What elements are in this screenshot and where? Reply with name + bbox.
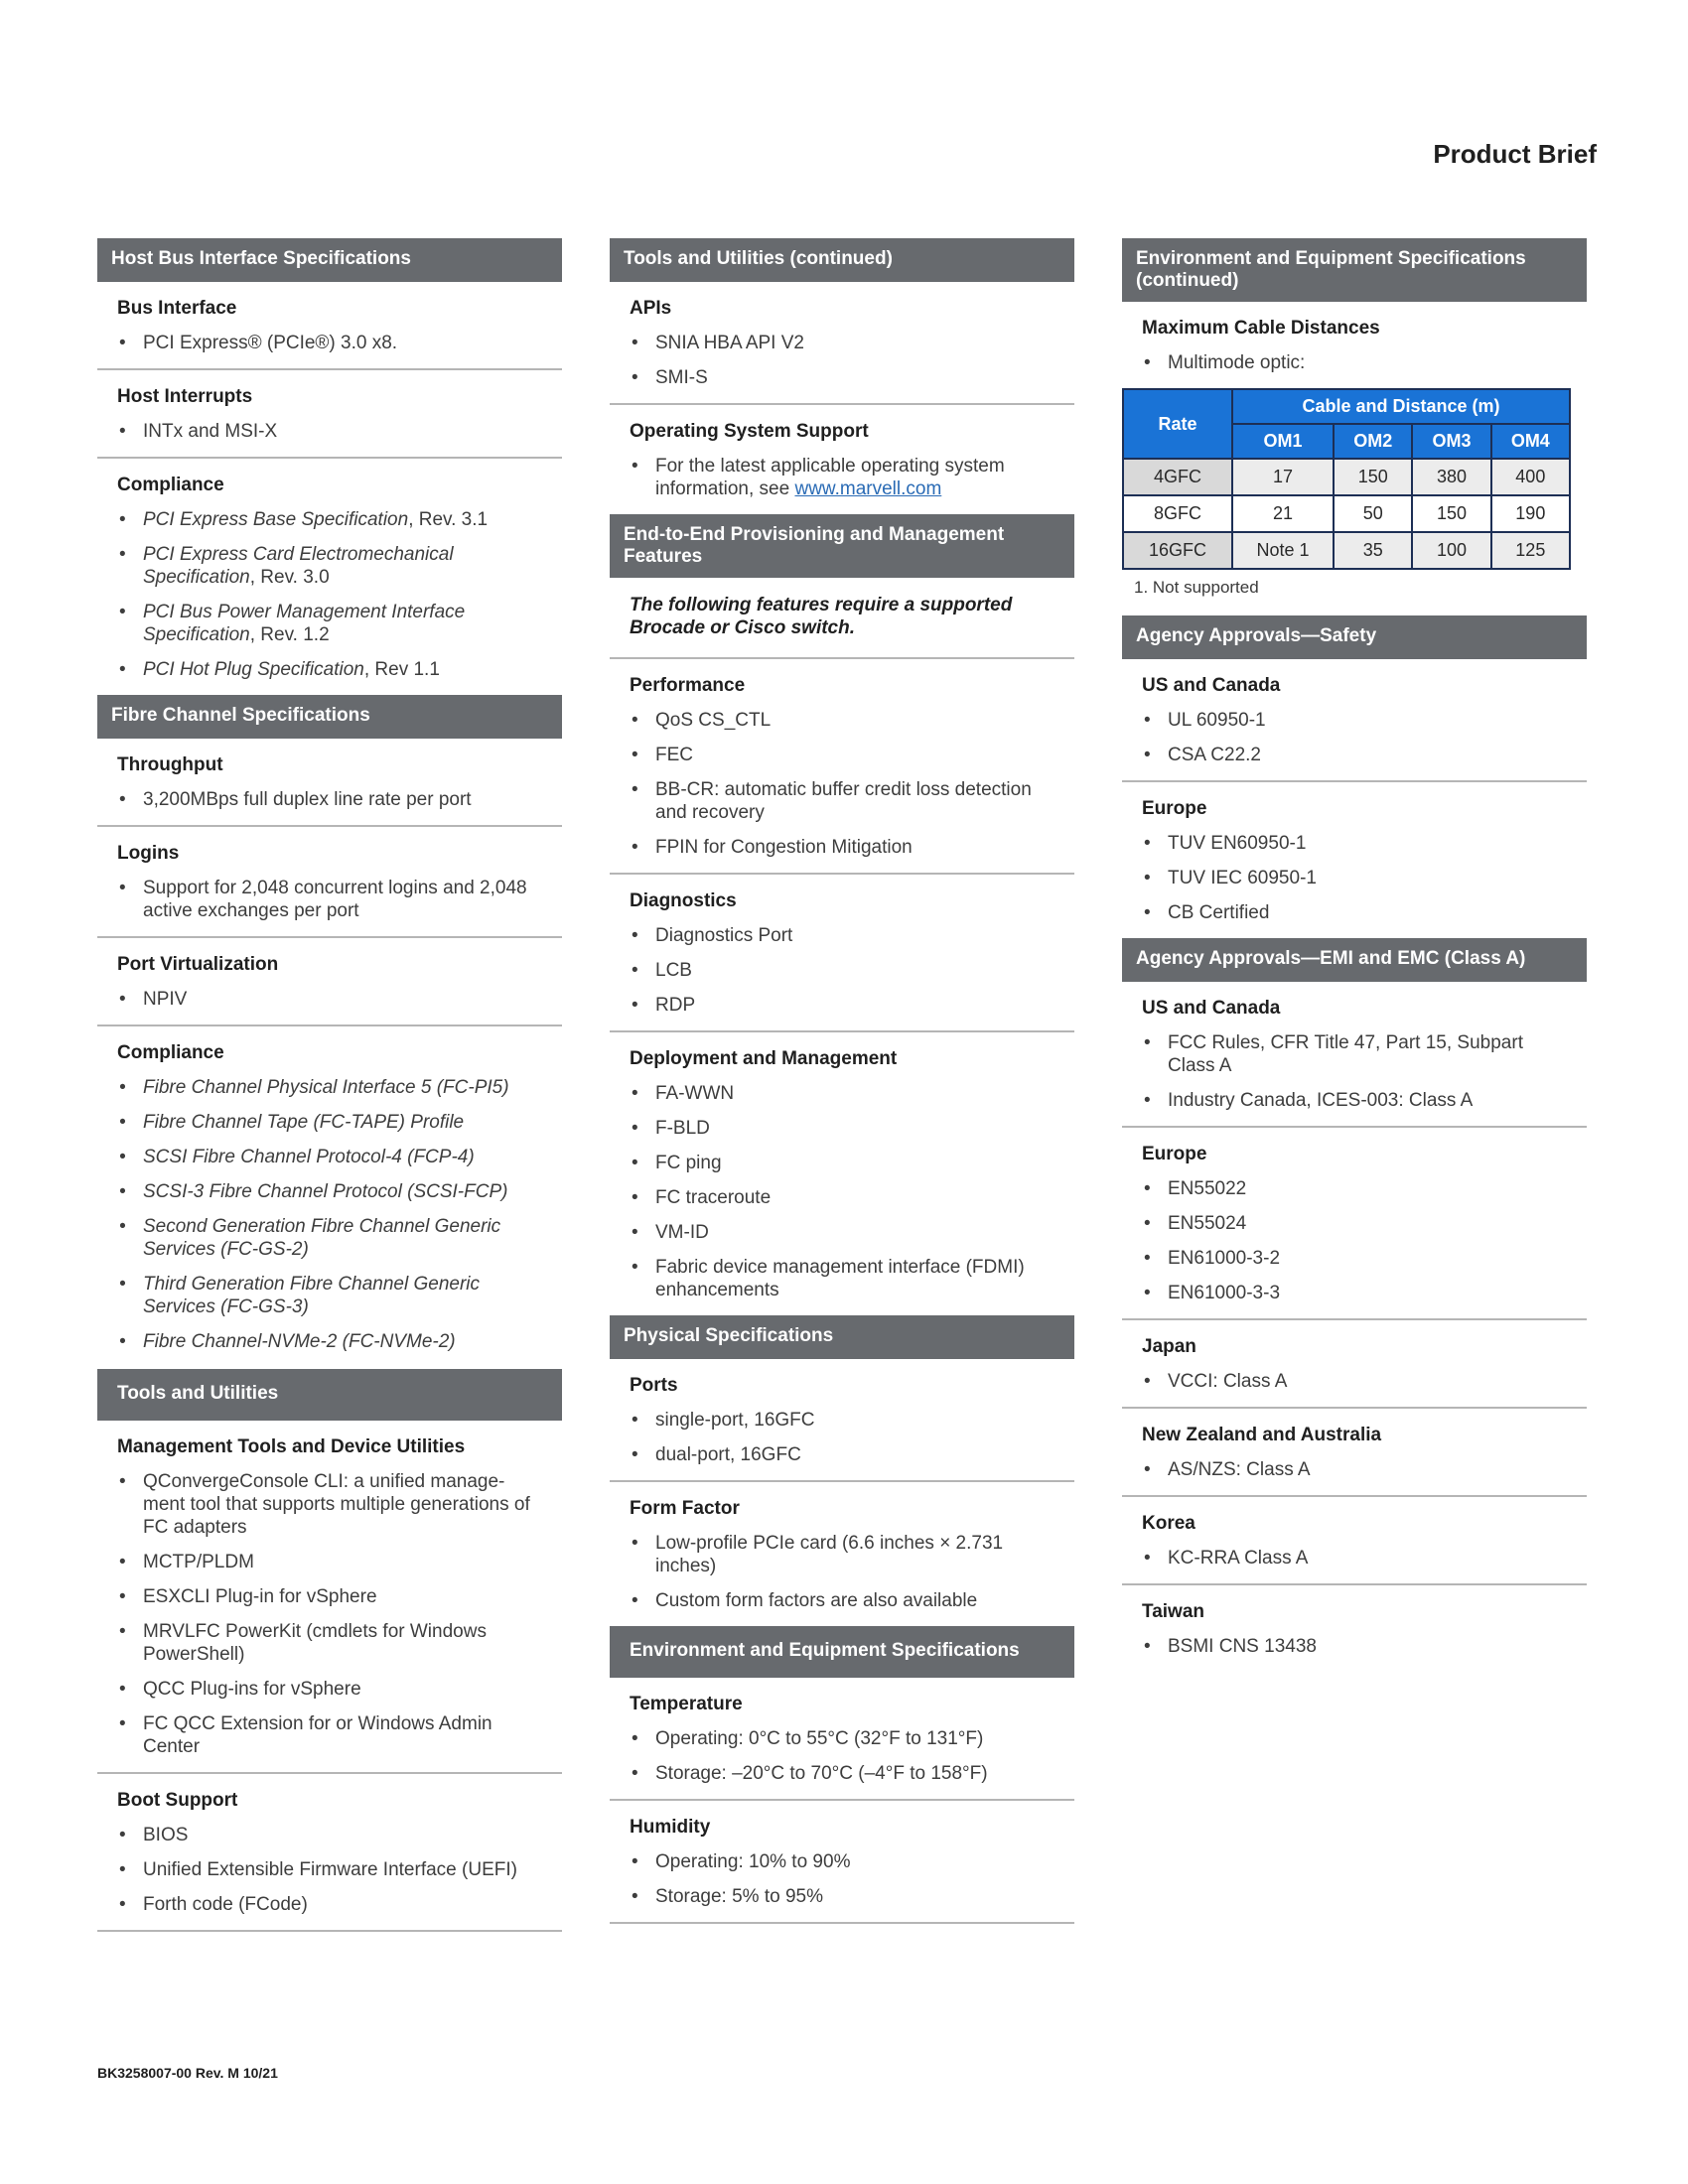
bullet-list (1142, 1177, 1567, 1304)
bullet-list (117, 332, 542, 354)
list-item: • Unified Extensible Firmware Interface (UEFI) (117, 1858, 542, 1881)
list-item: • Support for 2,048 concurrent logins and 2,048 active exchanges per port (117, 877, 542, 922)
list-item (117, 543, 542, 589)
list-item: • FC traceroute (630, 1186, 1055, 1209)
list-item (630, 455, 1055, 500)
subsection-emi-nz-australia (1122, 1409, 1587, 1497)
list-item: • FEC (630, 744, 1055, 766)
subsection-os-support (610, 405, 1074, 514)
subsection-deployment (610, 1032, 1074, 1315)
table-cell: 100 (1412, 532, 1490, 569)
table-row (1123, 532, 1570, 569)
bullet-list (117, 508, 542, 681)
subsection-title: Operating System Support (630, 421, 869, 442)
bullet-list (630, 1850, 1055, 1908)
bullet-list (117, 1076, 542, 1353)
list-item: • EN61000-3-2 (1142, 1247, 1567, 1270)
bullet-list (117, 788, 542, 811)
list-item: • QConvergeConsole CLI: a unified manage-ment tool that supports multiple generations of FC adapters (117, 1470, 542, 1539)
switch-requirement-note: The following features require a supported Brocade or Cisco switch. (610, 578, 1074, 659)
list-item: • Second Generation Fibre Channel Generic Services (FC-GS-2) (117, 1215, 542, 1261)
list-item: • SCSI-3 Fibre Channel Protocol (SCSI-FCP) (117, 1180, 542, 1203)
bullet-list (630, 924, 1055, 1017)
subsection-safety-europe (1122, 782, 1587, 938)
list-item: • Diagnostics Port (630, 924, 1055, 947)
list-item: • EN61000-3-3 (1142, 1282, 1567, 1304)
subsection-pci-compliance (97, 459, 562, 695)
list-item: • Storage: 5% to 95% (630, 1885, 1055, 1908)
list-item (117, 508, 542, 531)
list-item: • FC QCC Extension for or Windows Admin Center (117, 1712, 542, 1758)
table-cell: 400 (1491, 459, 1570, 495)
subsection-port-virtualization (97, 938, 562, 1026)
list-item: • QoS CS_CTL (630, 709, 1055, 732)
subsection-title: Management Tools and Device Utilities (117, 1436, 466, 1457)
table-cell: 35 (1334, 532, 1412, 569)
bullet-list (630, 1532, 1055, 1612)
bullet-list (1142, 832, 1567, 924)
subsection-boot-support (97, 1774, 562, 1932)
spec-rev: , Rev. 1.2 (249, 624, 330, 645)
list-item: • CSA C22.2 (1142, 744, 1567, 766)
subsection-emi-taiwan (1122, 1585, 1587, 1672)
subsection-bus-interface (97, 282, 562, 370)
subsection-cable-distances (1122, 302, 1587, 615)
column-header: OM1 (1232, 424, 1334, 459)
document-id: BK3258007-00 Rev. M 10/21 (97, 2065, 278, 2081)
subsection-title: Europe (1142, 1144, 1207, 1164)
bullet-list (630, 709, 1055, 859)
subsection-title: Ports (630, 1375, 678, 1396)
list-item: • SMI-S (630, 366, 1055, 389)
column-header: OM2 (1334, 424, 1412, 459)
subsection-title: Compliance (117, 475, 224, 495)
list-item: • LCB (630, 959, 1055, 982)
spec-rev: , Rev. 3.0 (249, 567, 330, 588)
list-item: • Multimode optic: (1142, 351, 1567, 374)
subsection-apis (610, 282, 1074, 405)
section-header-emi-emc: Agency Approvals—EMI and EMC (Class A) (1122, 938, 1587, 982)
subsection-title: US and Canada (1142, 998, 1281, 1019)
list-item: • ESXCLI Plug-in for vSphere (117, 1585, 542, 1608)
spec-rev: , Rev. 3.1 (408, 509, 489, 530)
section-header-e2e-provisioning: End-to-End Provisioning and Management Features (610, 514, 1074, 578)
bullet-list (630, 332, 1055, 389)
subsection-performance (610, 659, 1074, 875)
list-item: • BB-CR: automatic buffer credit loss detection and recovery (630, 778, 1055, 824)
section-header-environment: Environment and Equipment Specifications (610, 1626, 1074, 1678)
rate-cell: 8GFC (1123, 495, 1232, 532)
table-cell: 17 (1232, 459, 1334, 495)
subsection-throughput (97, 739, 562, 827)
list-item: • MCTP/PLDM (117, 1551, 542, 1573)
section-header-host-bus: Host Bus Interface Specifications (97, 238, 562, 282)
section-header-tools-continued: Tools and Utilities (continued) (610, 238, 1074, 282)
subsection-title: Japan (1142, 1336, 1196, 1357)
table-cell: 50 (1334, 495, 1412, 532)
list-item: • KC-RRA Class A (1142, 1547, 1567, 1570)
list-item: • Industry Canada, ICES-003: Class A (1142, 1089, 1567, 1112)
list-item: • Operating: 0°C to 55°C (32°F to 131°F) (630, 1727, 1055, 1750)
spec-name: PCI Express Card Electromechanical Specification (143, 544, 454, 588)
bullet-list (117, 1470, 542, 1758)
subsection-title: Boot Support (117, 1790, 238, 1811)
list-item: • UL 60950-1 (1142, 709, 1567, 732)
table-cell: 380 (1412, 459, 1490, 495)
subsection-host-interrupts (97, 370, 562, 459)
list-item: • Fibre Channel-NVMe-2 (FC-NVMe-2) (117, 1330, 542, 1353)
subsection-title: Compliance (117, 1042, 224, 1063)
marvell-link[interactable]: www.marvell.com (794, 478, 942, 499)
subsection-emi-europe (1122, 1128, 1587, 1320)
list-item: • VM-ID (630, 1221, 1055, 1244)
list-item: • EN55024 (1142, 1212, 1567, 1235)
subsection-emi-korea (1122, 1497, 1587, 1585)
list-item: • PCI Express® (PCIe®) 3.0 x8. (117, 332, 542, 354)
list-item: • Operating: 10% to 90% (630, 1850, 1055, 1873)
list-item: • Custom form factors are also available (630, 1589, 1055, 1612)
list-item: • 3,200MBps full duplex line rate per port (117, 788, 542, 811)
list-item: • Third Generation Fibre Channel Generic Services (FC-GS-3) (117, 1273, 542, 1318)
list-item: • single-port, 16GFC (630, 1409, 1055, 1432)
spec-name: PCI Bus Power Management Interface Specification (143, 602, 466, 645)
table-cell: Note 1 (1232, 532, 1334, 569)
list-item: • BSMI CNS 13438 (1142, 1635, 1567, 1658)
subsection-title: Port Virtualization (117, 954, 279, 975)
list-item: • Fibre Channel Tape (FC-TAPE) Profile (117, 1111, 542, 1134)
subsection-title: Bus Interface (117, 298, 237, 319)
spec-name: PCI Express Base Specification (143, 509, 409, 530)
column-3 (1122, 238, 1587, 1672)
bullet-list (117, 420, 542, 443)
cable-distance-table (1122, 388, 1571, 570)
bullet-list (117, 988, 542, 1011)
subsection-diagnostics (610, 875, 1074, 1032)
list-item: • FPIN for Congestion Mitigation (630, 836, 1055, 859)
column-2 (610, 238, 1074, 1924)
list-item (117, 601, 542, 646)
bullet-list (1142, 1370, 1567, 1393)
bullet-list (630, 455, 1055, 500)
list-item: • SCSI Fibre Channel Protocol-4 (FCP-4) (117, 1146, 542, 1168)
cable-intro (1122, 351, 1587, 374)
list-item: • TUV EN60950-1 (1142, 832, 1567, 855)
subsection-title: Host Interrupts (117, 386, 253, 407)
bullet-list (1142, 1458, 1567, 1481)
list-item: • TUV IEC 60950-1 (1142, 867, 1567, 889)
table-header-row (1123, 389, 1570, 424)
subsection-title: Throughput (117, 754, 223, 775)
table-cell: 150 (1412, 495, 1490, 532)
bullet-list (1142, 709, 1567, 766)
list-item: • INTx and MSI-X (117, 420, 542, 443)
table-row (1123, 459, 1570, 495)
page-title: Product Brief (1433, 139, 1597, 169)
bullet-list (1142, 351, 1567, 374)
list-item: • EN55022 (1142, 1177, 1567, 1200)
column-1 (97, 238, 562, 1932)
list-item: • Storage: –20°C to 70°C (–4°F to 158°F) (630, 1762, 1055, 1785)
table-cell: 150 (1334, 459, 1412, 495)
section-header-safety: Agency Approvals—Safety (1122, 615, 1587, 659)
subsection-title: APIs (630, 298, 672, 319)
subsection-temperature (610, 1678, 1074, 1801)
list-item: • F-BLD (630, 1117, 1055, 1140)
subsection-title: Diagnostics (630, 890, 737, 911)
column-header: OM3 (1412, 424, 1490, 459)
bullet-list (630, 1082, 1055, 1301)
subsection-safety-us-canada (1122, 659, 1587, 782)
list-item: • Fabric device management interface (FDMI) enhancements (630, 1256, 1055, 1301)
subsection-title: Performance (630, 675, 746, 696)
list-item: • AS/NZS: Class A (1142, 1458, 1567, 1481)
column-header: OM4 (1491, 424, 1570, 459)
bullet-list (117, 1824, 542, 1916)
os-support-text: For the latest applicable operating system information, see (655, 456, 1005, 499)
list-item: • BIOS (117, 1824, 542, 1846)
list-item: • VCCI: Class A (1142, 1370, 1567, 1393)
subsection-management-tools (97, 1421, 562, 1774)
subsection-title: Korea (1142, 1513, 1196, 1534)
list-item: • FA-WWN (630, 1082, 1055, 1105)
bullet-list (1142, 1547, 1567, 1570)
list-item: • FCC Rules, CFR Title 47, Part 15, Subpart Class A (1142, 1031, 1567, 1077)
list-item: • NPIV (117, 988, 542, 1011)
subsection-title: New Zealand and Australia (1142, 1425, 1382, 1445)
section-header-physical: Physical Specifications (610, 1315, 1074, 1359)
list-item: • Fibre Channel Physical Interface 5 (FC-PI5) (117, 1076, 542, 1099)
subsection-form-factor (610, 1482, 1074, 1626)
bullet-list (117, 877, 542, 922)
list-item: • MRVLFC PowerKit (cmdlets for Windows PowerShell) (117, 1620, 542, 1666)
list-item: • RDP (630, 994, 1055, 1017)
subsection-title: Form Factor (630, 1498, 740, 1519)
subsection-humidity (610, 1801, 1074, 1924)
subsection-logins (97, 827, 562, 938)
table-cell: 125 (1491, 532, 1570, 569)
subsection-title: Humidity (630, 1817, 711, 1838)
list-item: • CB Certified (1142, 901, 1567, 924)
subsection-emi-us-canada (1122, 982, 1587, 1128)
list-item (117, 658, 542, 681)
subsection-title: Temperature (630, 1694, 743, 1714)
subsection-title: Taiwan (1142, 1601, 1204, 1622)
bullet-list (630, 1727, 1055, 1785)
table-cell: 190 (1491, 495, 1570, 532)
list-item: • SNIA HBA API V2 (630, 332, 1055, 354)
table-footnote: 1. Not supported (1134, 578, 1259, 597)
subsection-title: Maximum Cable Distances (1142, 318, 1380, 339)
subsection-title: US and Canada (1142, 675, 1281, 696)
bullet-list (630, 1409, 1055, 1466)
bullet-list (1142, 1031, 1567, 1112)
table-row (1123, 495, 1570, 532)
subsection-title: Logins (117, 843, 180, 864)
subsection-fc-compliance (97, 1026, 562, 1367)
list-item: • QCC Plug-ins for vSphere (117, 1678, 542, 1701)
rate-header: Rate (1123, 389, 1232, 459)
list-item: • Forth code (FCode) (117, 1893, 542, 1916)
subsection-ports (610, 1359, 1074, 1482)
subsection-title: Europe (1142, 798, 1207, 819)
list-item: • FC ping (630, 1152, 1055, 1174)
rate-cell: 16GFC (1123, 532, 1232, 569)
subsection-emi-japan (1122, 1320, 1587, 1409)
subsection-title: Deployment and Management (630, 1048, 898, 1069)
cable-distance-header: Cable and Distance (m) (1232, 389, 1570, 424)
rate-cell: 4GFC (1123, 459, 1232, 495)
list-item: • Low-profile PCIe card (6.6 inches × 2.731 inches) (630, 1532, 1055, 1577)
table-cell: 21 (1232, 495, 1334, 532)
section-header-fibre-channel: Fibre Channel Specifications (97, 695, 562, 739)
section-header-tools: Tools and Utilities (97, 1369, 562, 1421)
list-item: • dual-port, 16GFC (630, 1443, 1055, 1466)
spec-name: PCI Hot Plug Specification (143, 659, 364, 680)
bullet-list (1142, 1635, 1567, 1658)
section-header-environment-continued: Environment and Equipment Specifications (continued) (1122, 238, 1587, 302)
spec-rev: , Rev 1.1 (363, 659, 440, 680)
